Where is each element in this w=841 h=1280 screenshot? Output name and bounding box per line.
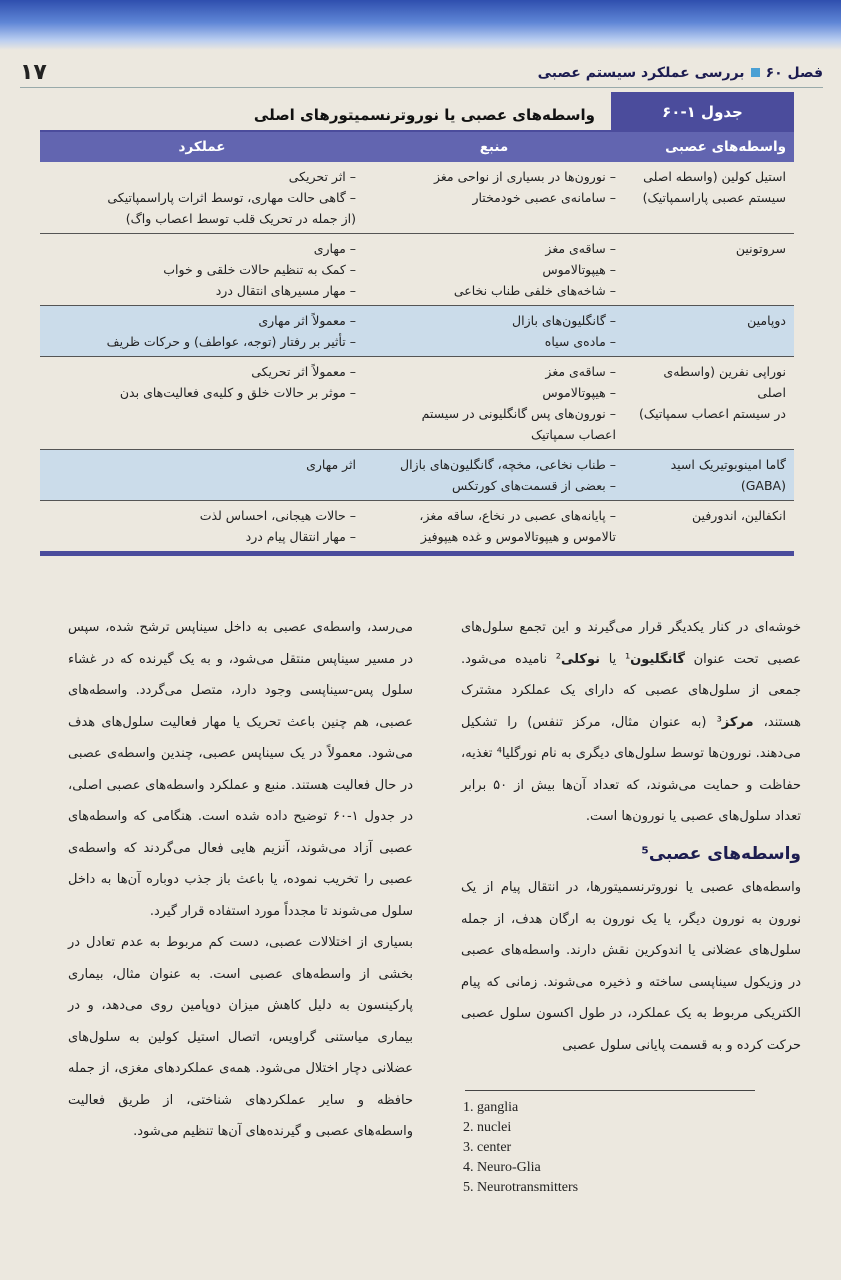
- chapter-title: بررسی عملکرد سیستم عصبی: [537, 64, 745, 81]
- cell-name: [624, 501, 794, 552]
- table-title: واسطه‌های عصبی یا نوروترنسمیتورهای اصلی: [40, 92, 611, 132]
- term-nuclei: نوکلی: [560, 651, 601, 667]
- paragraph: [461, 612, 801, 833]
- cell-line: – مهار انتقال پیام درد: [245, 529, 356, 544]
- table-body: [40, 132, 794, 551]
- chapter-number: فصل ۶۰: [765, 64, 823, 81]
- cell-source: [364, 234, 624, 306]
- cell-line: سیستم عصبی پاراسمپاتیک): [642, 190, 786, 205]
- cell-line: – نورون‌های پس گانگلیونی در سیستم: [421, 406, 616, 421]
- footnote: 4. Neuro-Glia: [463, 1160, 541, 1175]
- cell-line: – پایانه‌های عصبی در نخاع، ساقه مغز،: [419, 508, 616, 523]
- text-run: ³ (به عنوان مثال، مرکز تنفس) را تشکیل می‌دهند. نورون‌ها توسط سلول‌های دیگری به نام نورگلیا⁴ تغذیه، حفاظت و حمایت می‌شوند، که تعداد آن‌ها بیش از ۵۰ برابر تعداد سلول‌های عصبی یا نورون‌ها است.: [461, 714, 801, 824]
- table-row: [40, 162, 794, 234]
- cell-function: [40, 357, 364, 450]
- cell-line: – حالات هیجانی، احساس لذت: [199, 508, 356, 523]
- term-center: مرکز: [721, 714, 754, 730]
- table-header-row: [40, 132, 794, 162]
- cell-name: [624, 306, 794, 357]
- footnote-divider: [465, 1090, 755, 1091]
- table-caption: [40, 92, 794, 132]
- cell-line: (GABA): [740, 478, 786, 493]
- table-row: [40, 306, 794, 357]
- cell-line: اثر مهاری: [306, 457, 356, 472]
- cell-function: [40, 234, 364, 306]
- cell-line: – معمولاً اثر تحریکی: [251, 364, 356, 379]
- cell-line: – بعضی از قسمت‌های کورتکس: [452, 478, 616, 493]
- cell-line: تالاموس و هیپوتالاموس و غده هیپوفیز: [420, 529, 616, 544]
- footnotes: [463, 1098, 763, 1198]
- cell-line: – اثر تحریکی: [288, 169, 356, 184]
- cell-name: [624, 357, 794, 450]
- cell-line: – تأثیر بر رفتار (توجه، عواطف) و حرکات ظریف: [106, 334, 356, 349]
- paragraph: می‌رسد، واسطه‌ی عصبی به داخل سیناپس ترشح شده، سپس در مسیر سیناپس منتقل می‌شود، و به یک گیرنده که در غشاء سلول پس‌-سیناپسی وجود دارد، متصل می‌گردد. واسطه‌های عصبی، هم چنین باعث تحریک یا مهار فعالیت سلول‌های هدف می‌شود. معمولاً در یک سیناپس عصبی، چندین واسطه‌ی عصبی در حال فعالیت هستند. منبع و عملکرد واسطه‌های عصبی اصلی، در جدول ۱-۶۰ توضیح داده شده است. هنگامی که واسطه‌های عصبی آزاد می‌شوند، آنزیم هایی فعال می‌گردند که واسطه‌ی عصبی را تخریب نموده، یا باعث باز جذب دوباره آن‌ها به داخل سلول می‌شوند تا مجدداً مورد استفاده قرار گیرد.: [68, 620, 414, 919]
- cell-function: [40, 162, 364, 234]
- cell-line: – هیپوتالاموس: [542, 262, 616, 277]
- cell-line: اعصاب سمپاتیک: [530, 427, 616, 442]
- cell-source: [364, 501, 624, 552]
- paragraph: واسطه‌های عصبی یا نوروترنسمیتورها، در انتقال پیام از یک نورون به نورون دیگر، یا یک نورون به ارگان هدف، از جمله سلول‌های عضلانی یا اندوکرین نقش دارند. واسطه‌های عصبی در وزیکول سیناپسی ساخته و ذخیره می‌شوند. زمانی که پیام الکتریکی مربوط به یک عملکرد، در طول اکسون سلول عصبی حرکت کرده و به قسمت پایانی سلول عصبی: [461, 880, 801, 1053]
- cell-line: – ساقه‌ی مغز: [545, 241, 616, 256]
- table-row: [40, 234, 794, 306]
- cell-line: – کمک به تنظیم حالات خلقی و خواب: [163, 262, 356, 277]
- cell-line: سروتونین: [735, 241, 786, 256]
- text-run: ¹ یا: [600, 651, 631, 667]
- left-text-column: [68, 612, 413, 1148]
- cell-line: – گاهی حالت مهاری، توسط اثرات پاراسمپاتیکی: [107, 190, 356, 205]
- cell-line: نوراپی نفرین (واسطه‌ی اصلی: [663, 364, 786, 400]
- cell-line: – سامانه‌ی عصبی خودمختار: [472, 190, 616, 205]
- cell-function: [40, 501, 364, 552]
- cell-line: (از جمله در تحریک قلب توسط اعصاب واگ): [125, 211, 356, 226]
- paragraph: بسیاری از اختلالات عصبی، دست کم مربوط به عدم تعادل در بخشی از واسطه‌های عصبی است. به عنوان مثال، بیماری پارکینسون به دلیل کاهش میزان دوپامین روی می‌دهد، و در بیماری میاستنی گراویس، اتصال استیل کولین به سلول‌های عضلانی دچار اختلال می‌شود. همه‌ی عملکردهای مغزی، از جمله حافظه و سایر عملکردهای شناختی، از طریق فعالیت واسطه‌های عصبی و گیرنده‌های آن‌ها تنظیم می‌شود.: [68, 935, 413, 1139]
- chapter-square-icon: [751, 68, 760, 77]
- cell-source: [364, 357, 624, 450]
- chapter-heading: [538, 65, 823, 81]
- footnote: 3. center: [463, 1140, 512, 1155]
- text-run: خوشه‌ای در کنار یکدیگر قرار می‌گیرند و این تجمع سلول‌های عصبی تحت عنوان: [461, 620, 802, 667]
- cell-line: – شاخه‌های خلفی طناب نخاعی: [453, 283, 616, 298]
- header-function: عملکرد: [40, 132, 364, 162]
- text-run: ² نامیده می‌شود. جمعی از سلول‌های عصبی که دارای یک عملکرد مشترک هستند،: [461, 651, 801, 730]
- header-neurotransmitter: واسطه‌های عصبی: [624, 132, 794, 162]
- cell-function: [40, 306, 364, 357]
- cell-line: – طناب نخاعی، مخچه، گانگلیون‌های بازال: [399, 457, 616, 472]
- cell-line: انکفالین، اندورفین: [692, 508, 786, 523]
- cell-name: [624, 234, 794, 306]
- term-ganglion: گانگلیون: [630, 651, 685, 667]
- right-text-column: [461, 612, 801, 1061]
- cell-line: – مهار مسیرهای انتقال درد: [215, 283, 356, 298]
- cell-line: – موثر بر حالات خلق و کلیه‌ی فعالیت‌های بدن: [119, 385, 356, 400]
- cell-line: – گانگلیون‌های بازال: [512, 313, 616, 328]
- cell-source: [364, 450, 624, 501]
- cell-line: دوپامین: [747, 313, 786, 328]
- cell-line: استیل کولین (واسطه اصلی: [643, 169, 786, 184]
- top-decorative-band: [0, 0, 841, 50]
- table-bottom-rule: [40, 551, 794, 556]
- cell-name: [624, 162, 794, 234]
- cell-function: [40, 450, 364, 501]
- section-heading: واسطه‌های عصبی⁵: [641, 843, 801, 864]
- table-row: [40, 501, 794, 552]
- cell-source: [364, 162, 624, 234]
- header-source: منبع: [364, 132, 624, 162]
- cell-line: – ساقه‌ی مغز: [545, 364, 616, 379]
- cell-source: [364, 306, 624, 357]
- page-header: [20, 58, 823, 88]
- footnote: 5. Neurotransmitters: [463, 1180, 579, 1195]
- footnote: 2. nuclei: [463, 1120, 512, 1135]
- cell-line: – معمولاً اثر مهاری: [258, 313, 356, 328]
- cell-line: – هیپوتالاموس: [542, 385, 616, 400]
- cell-line: – مهاری: [313, 241, 356, 256]
- table-row: [40, 450, 794, 501]
- neurotransmitter-table: [40, 92, 794, 556]
- table-tag: جدول ۱-۶۰: [611, 92, 794, 132]
- cell-line: گاما امینوبوتیریک اسید: [670, 457, 786, 472]
- footnote: 1. ganglia: [463, 1100, 519, 1115]
- cell-line: در سیستم اعصاب سمپاتیک): [639, 406, 786, 421]
- cell-line: – ماده‌ی سیاه: [544, 334, 616, 349]
- table-row: [40, 357, 794, 450]
- page-number: ۱۷: [20, 60, 47, 85]
- cell-line: – نورون‌ها در بسیاری از نواحی مغز: [433, 169, 616, 184]
- cell-name: [624, 450, 794, 501]
